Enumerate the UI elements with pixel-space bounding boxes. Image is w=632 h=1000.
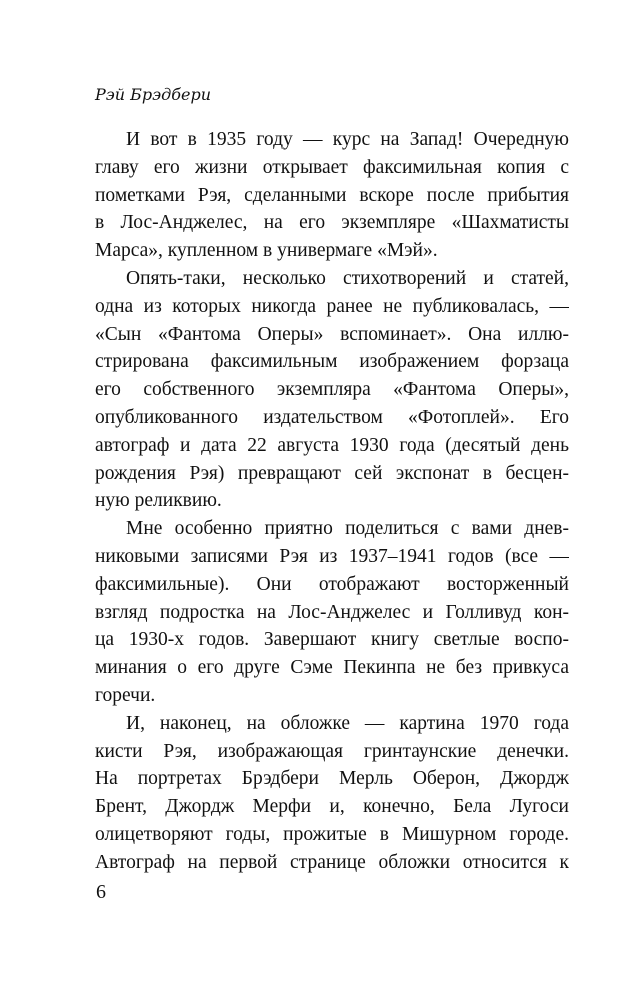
text-line: Мне особенно приятно поделиться с вами днев-: [126, 518, 569, 540]
text-line: его собственного экземпляра «Фантома Оперы»,: [95, 379, 569, 401]
text-line: Марса», купленном в универмаге «Мэй».: [95, 240, 438, 262]
text-line: одна из которых никогда ранее не публиковалась, —: [95, 295, 569, 317]
paragraph-4: [95, 710, 569, 877]
text-line: ную реликвию.: [95, 490, 222, 512]
text-line: главу его жизни открывает факсимильная копия с: [95, 156, 569, 178]
text-line: стрирована факсимильным изображением форзаца: [95, 351, 569, 373]
text-line: На портретах Брэдбери Мерль Оберон, Джордж: [95, 768, 569, 790]
text-line: пометками Рэя, сделанными вскоре после прибытия: [95, 184, 569, 206]
running-head: Рэй Брэдбери: [95, 85, 211, 104]
text-line: минания о его друге Сэме Пекинпа не без привкуса: [95, 657, 569, 679]
text-line: «Сын «Фантома Оперы» вспоминает». Она иллю-: [95, 323, 569, 345]
text-line: И вот в 1935 году — курс на Запад! Очередную: [126, 129, 569, 150]
text-line: Автограф на первой странице обложки относится к: [95, 851, 569, 873]
text-line: рождения Рэя) превращают сей экспонат в бесцен-: [95, 462, 569, 484]
text-line: ца 1930-х годов. Завершают книгу светлые воспо-: [95, 629, 569, 651]
text-line: горечи.: [95, 684, 156, 706]
paragraph-3: [95, 515, 569, 710]
text-line: факсимильные). Они отображают восторженный: [95, 573, 569, 595]
text-line: Брент, Джордж Мерфи и, конечно, Бела Лугоси: [95, 796, 569, 818]
text-line: кисти Рэя, изображающая гринтаунские денечки.: [95, 740, 569, 762]
text-line: взгляд подростка на Лос-Анджелес и Голливуд кон-: [95, 601, 569, 623]
page-number: 6: [96, 881, 106, 903]
text-line: И, наконец, на обложке — картина 1970 года: [126, 712, 569, 734]
body-text: [95, 126, 569, 877]
paragraph-2: [95, 265, 569, 515]
paragraph-1: [95, 126, 569, 265]
text-line: опубликованного издательством «Фотоплей». Его: [95, 406, 569, 428]
text-line: в Лос-Анджелес, на его экземпляре «Шахматисты: [95, 212, 569, 234]
text-line: никовыми записями Рэя из 1937–1941 годов (все —: [95, 545, 569, 567]
text-line: олицетворяют годы, прожитые в Мишурном городе.: [95, 823, 569, 845]
text-line: автограф и дата 22 августа 1930 года (десятый день: [95, 434, 569, 456]
text-line: Опять-таки, несколько стихотворений и статей,: [126, 267, 569, 289]
